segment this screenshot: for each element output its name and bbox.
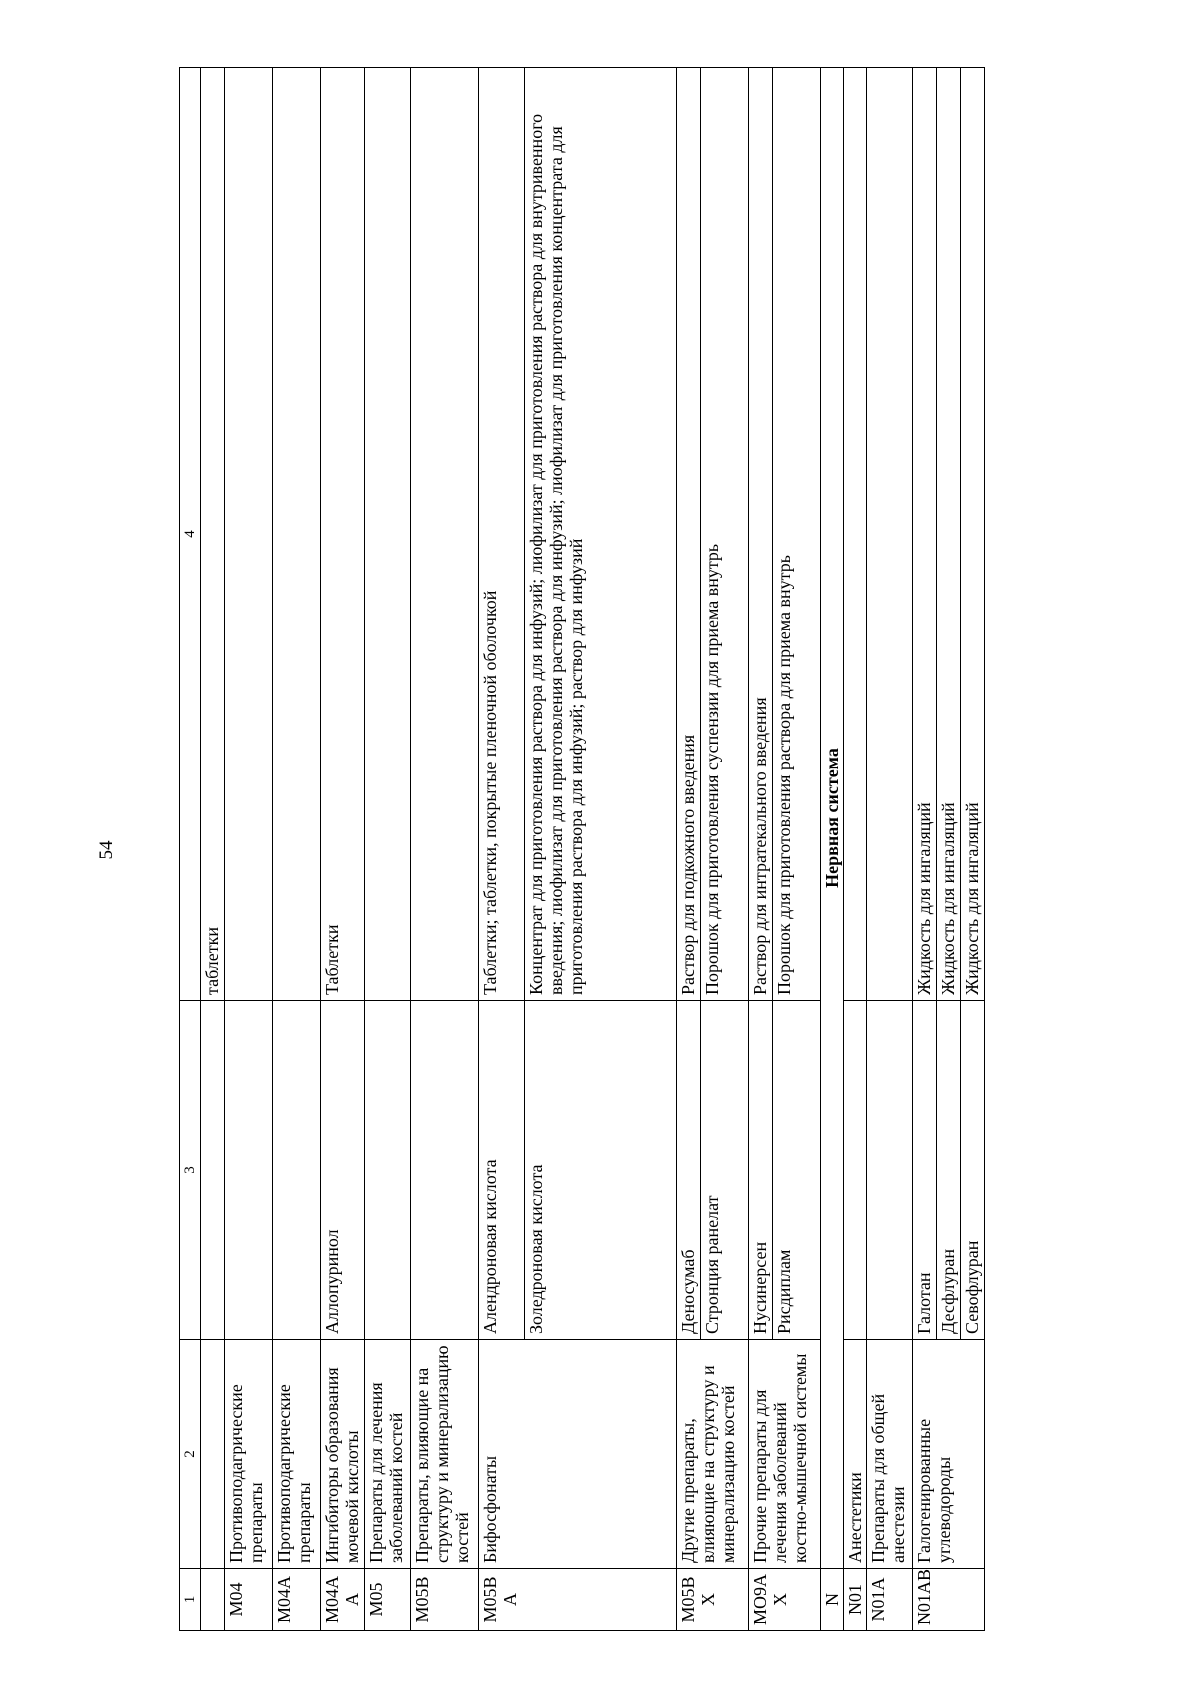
table-row bbox=[749, 68, 773, 1631]
table-row bbox=[479, 68, 525, 1631]
dosage-form: Жидкость для ингаляций bbox=[961, 68, 985, 1001]
drug-name: Севофлуран bbox=[961, 1001, 985, 1340]
column-header: 2 bbox=[180, 1340, 201, 1569]
dosage-form: Раствор для интратекального введения bbox=[749, 68, 773, 1001]
atc-code: M04A A bbox=[321, 1569, 365, 1631]
atc-code: M05 bbox=[365, 1569, 411, 1631]
rotated-table-container bbox=[179, 67, 1063, 1631]
table-row bbox=[867, 68, 913, 1631]
atc-code: M04A bbox=[273, 1569, 321, 1631]
drug-name: Стронция ранелат bbox=[701, 1001, 749, 1340]
atc-code: M05B A bbox=[479, 1569, 677, 1631]
drug-name: Нусинерсен bbox=[749, 1001, 773, 1340]
table-row bbox=[365, 68, 411, 1631]
table-row bbox=[913, 68, 937, 1631]
table-row bbox=[411, 68, 479, 1631]
dosage-form bbox=[411, 68, 479, 1001]
dosage-form: Жидкость для ингаляций bbox=[913, 68, 937, 1001]
table-row bbox=[844, 68, 867, 1631]
column-header: 4 bbox=[180, 68, 201, 1001]
dosage-form: Жидкость для ингаляций bbox=[937, 68, 961, 1001]
atc-code bbox=[201, 1569, 225, 1631]
table-row bbox=[273, 68, 321, 1631]
drug-name: Галотан bbox=[913, 1001, 937, 1340]
drug-name: Рисдиплам bbox=[773, 1001, 821, 1340]
group-name: Противоподагрические препараты bbox=[225, 1340, 273, 1569]
dosage-form: таблетки bbox=[201, 68, 225, 1001]
group-name: Анестетики bbox=[844, 1340, 867, 1569]
dosage-form bbox=[844, 68, 867, 1001]
section-title: Нервная система bbox=[821, 68, 844, 1569]
group-name: Прочие препараты для лечения заболеваний костно-мышечной системы bbox=[749, 1340, 821, 1569]
drug-name bbox=[365, 1001, 411, 1340]
dosage-form bbox=[273, 68, 321, 1001]
dosage-form: Порошок для приготовления суспензии для приема внутрь bbox=[701, 68, 749, 1001]
table-row bbox=[677, 68, 701, 1631]
drug-name bbox=[201, 1001, 225, 1340]
section-row bbox=[821, 68, 844, 1631]
dosage-form: Порошок для приготовления раствора для приема внутрь bbox=[773, 68, 821, 1001]
drug-name: Десфлуран bbox=[937, 1001, 961, 1340]
table-row bbox=[321, 68, 365, 1631]
dosage-form bbox=[225, 68, 273, 1001]
dosage-form: Концентрат для приготовления раствора для инфузий; лиофилизат для приготовления раствора для внутривенного введения; лиофилизат для приготовления раствора для инфузий; лиофилизат для приготовления концентрата для приготовления раствора для инфузий; раствор для инфузий bbox=[525, 68, 677, 1001]
atc-code: N01A bbox=[867, 1569, 913, 1631]
atc-code: N01 bbox=[844, 1569, 867, 1631]
drug-name bbox=[844, 1001, 867, 1340]
drug-name bbox=[867, 1001, 913, 1340]
section-code: N bbox=[821, 1569, 844, 1631]
column-header: 3 bbox=[180, 1001, 201, 1340]
group-name: Препараты для общей анестезии bbox=[867, 1340, 913, 1569]
atc-code: M05B bbox=[411, 1569, 479, 1631]
group-name: Другие препараты, влияющие на структуру и минерализацию костей bbox=[677, 1340, 749, 1569]
group-name: Противоподагрические препараты bbox=[273, 1340, 321, 1569]
table-row bbox=[201, 68, 225, 1631]
drug-name: Аллопуринол bbox=[321, 1001, 365, 1340]
drug-name bbox=[273, 1001, 321, 1340]
header-row bbox=[180, 68, 201, 1631]
atc-code: MO9A X bbox=[749, 1569, 821, 1631]
dosage-form bbox=[365, 68, 411, 1001]
drug-table bbox=[179, 67, 985, 1631]
dosage-form: Таблетки bbox=[321, 68, 365, 1001]
column-header: 1 bbox=[180, 1569, 201, 1631]
drug-name: Деносумаб bbox=[677, 1001, 701, 1340]
dosage-form bbox=[867, 68, 913, 1001]
dosage-form: Раствор для подкожного введения bbox=[677, 68, 701, 1001]
drug-name bbox=[411, 1001, 479, 1340]
group-name: Препараты для лечения заболеваний костей bbox=[365, 1340, 411, 1569]
group-name: Бифосфонаты bbox=[479, 1340, 677, 1569]
drug-name: Золедроновая кислота bbox=[525, 1001, 677, 1340]
atc-code: M04 bbox=[225, 1569, 273, 1631]
drug-name: Алендроновая кислота bbox=[479, 1001, 525, 1340]
atc-code: M05B X bbox=[677, 1569, 749, 1631]
dosage-form: Таблетки; таблетки, покрытые пленочной оболочкой bbox=[479, 68, 525, 1001]
group-name bbox=[201, 1340, 225, 1569]
table-row bbox=[225, 68, 273, 1631]
atc-code: N01AB bbox=[913, 1569, 985, 1631]
page-number: 54 bbox=[96, 840, 117, 860]
group-name: Ингибиторы образования мочевой кислоты bbox=[321, 1340, 365, 1569]
drug-name bbox=[225, 1001, 273, 1340]
group-name: Галогенированные углеводороды bbox=[913, 1340, 985, 1569]
group-name: Препараты, влияющие на структуру и минерализацию костей bbox=[411, 1340, 479, 1569]
